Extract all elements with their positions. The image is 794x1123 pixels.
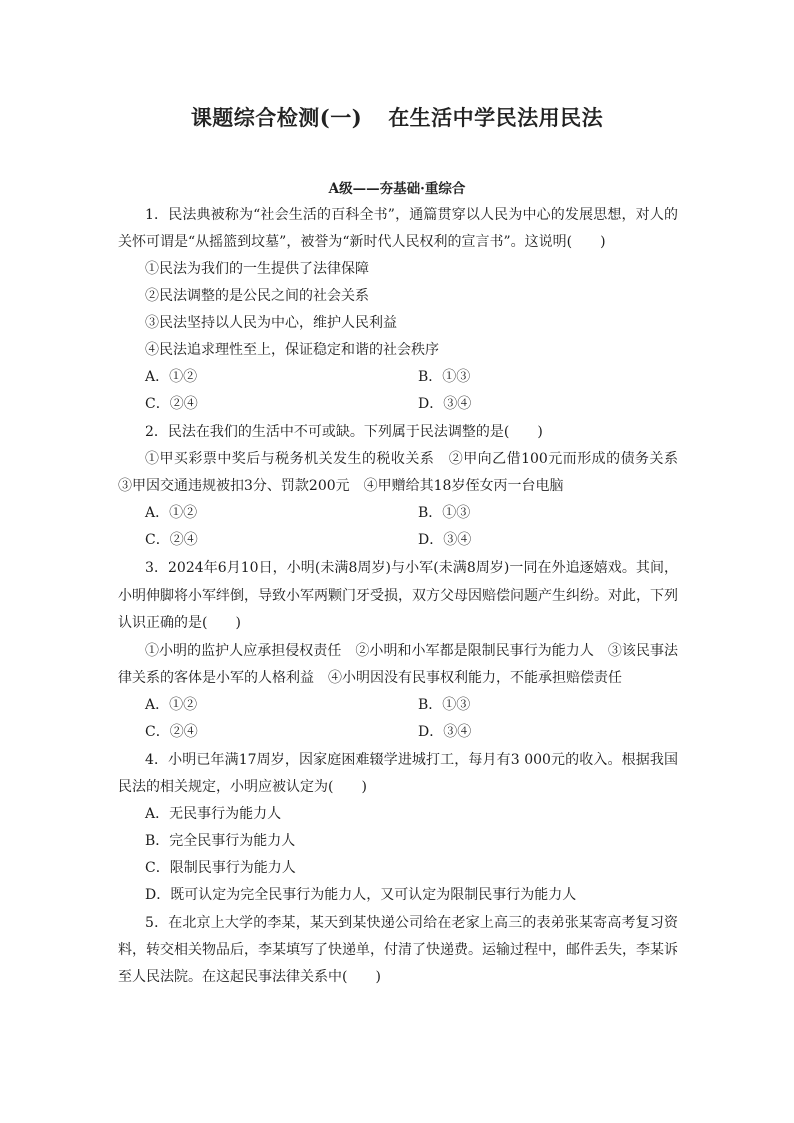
- q2-statement-1: ①甲买彩票中奖后与税务机关发生的税收关系 ②甲向乙借100元而形成的债务关系: [145, 451, 678, 467]
- q5-line-1: 5．在北京上大学的李某，某天到某快递公司给在老家上高三的表弟张某寄高考复习资: [145, 915, 678, 931]
- q1-statement-4: ④民法追求理性至上，保证稳定和谐的社会秩序: [145, 342, 439, 358]
- q1-line-2: 关怀可谓是“从摇篮到坟墓”，被誉为“新时代人民权利的宣言书”。这说明( ): [118, 234, 606, 250]
- q1-line-1: 1．民法典被称为“社会生活的百科全书”，通篇贯穿以人民为中心的发展思想，对人的: [145, 207, 678, 223]
- q3-option-a: A．①②: [145, 697, 198, 713]
- title-sub: 在生活中学民法用民法: [388, 105, 604, 130]
- q4-option-d: D．既可认定为完全民事行为能力人，又可认定为限制民事行为能力人: [145, 887, 577, 903]
- section-heading: A级——夯基础·重综合: [328, 181, 466, 197]
- q3-option-d: D．③④: [418, 724, 472, 740]
- q2-statement-2: ③甲因交通违规被扣3分、罚款200元 ④甲赠给其18岁侄女丙一台电脑: [118, 478, 564, 494]
- q1-option-d: D．③④: [418, 396, 472, 412]
- q3-option-c: C．②④: [145, 724, 198, 740]
- q3-line-3: 认识正确的是( ): [118, 615, 241, 631]
- q5-line-2: 料，转交相关物品后，李某填写了快递单，付清了快递费。运输过程中，邮件丢失，李某诉: [118, 942, 678, 958]
- q1-statement-2: ②民法调整的是公民之间的社会关系: [145, 288, 369, 304]
- q3-line-1: 3．2024年6月10日，小明(未满8周岁)与小军(未满8周岁)一同在外追逐嬉戏。其间，: [145, 560, 678, 576]
- q1-option-a: A．①②: [145, 369, 198, 385]
- q2-option-c: C．②④: [145, 532, 198, 548]
- q4-line-2: 民法的相关规定，小明应被认定为( ): [118, 779, 367, 795]
- q2-option-b: B．①③: [418, 505, 471, 521]
- q2-option-d: D．③④: [418, 532, 472, 548]
- q3-line-2: 小明伸脚将小军绊倒，导致小军两颗门牙受损，双方父母因赔偿问题产生纠纷。对此，下列: [118, 588, 678, 604]
- q3-statement-2: 律关系的客体是小军的人格利益 ④小明因没有民事权利能力，不能承担赔偿责任: [118, 670, 622, 686]
- q3-statement-1: ①小明的监护人应承担侵权责任 ②小明和小军都是限制民事行为能力人 ③该民事法: [145, 643, 678, 659]
- q3-option-b: B．①③: [418, 697, 471, 713]
- q2-option-a: A．①②: [145, 505, 198, 521]
- q4-option-b: B．完全民事行为能力人: [145, 833, 296, 849]
- page-title: [0, 102, 794, 134]
- q5-line-3: 至人民法院。在这起民事法律关系中( ): [118, 969, 381, 985]
- q1-option-b: B．①③: [418, 369, 471, 385]
- q2-line-1: 2．民法在我们的生活中不可或缺。下列属于民法调整的是( ): [145, 424, 543, 440]
- q1-option-c: C．②④: [145, 396, 198, 412]
- title-main: 课题综合检测(一): [190, 105, 363, 130]
- q4-option-c: C．限制民事行为能力人: [145, 860, 296, 876]
- q1-statement-1: ①民法为我们的一生提供了法律保障: [145, 261, 369, 277]
- q4-option-a: A．无民事行为能力人: [145, 806, 282, 822]
- q1-statement-3: ③民法坚持以人民为中心，维护人民利益: [145, 315, 397, 331]
- q4-line-1: 4．小明已年满17周岁，因家庭困难辍学进城打工，每月有3 000元的收入。根据我国: [145, 752, 678, 768]
